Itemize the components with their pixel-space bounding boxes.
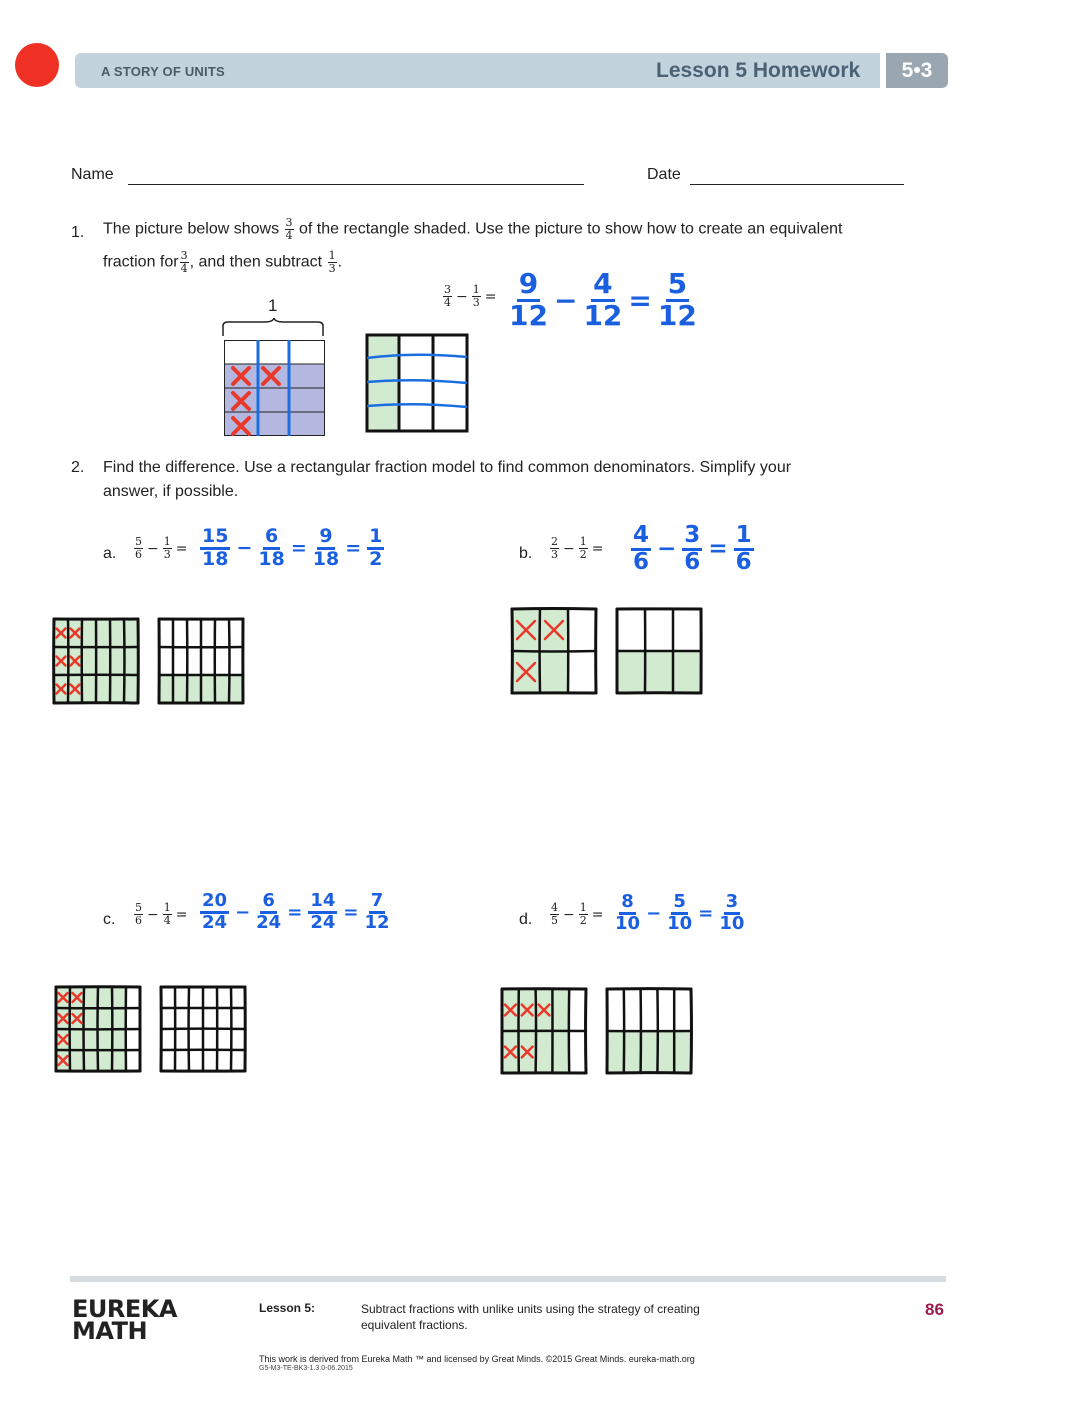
handwritten-fraction: $\frac{1}{6}$ xyxy=(735,522,752,575)
name-field[interactable] xyxy=(128,184,584,185)
part-a-model-left xyxy=(50,615,144,709)
handwritten-fraction: $\frac{9}{18}$ xyxy=(312,525,340,570)
footer-description: Subtract fractions with unlike units using the strategy of creating equivalent fractions. xyxy=(361,1302,700,1332)
part-b-label: b. xyxy=(519,545,533,562)
handwritten-operator: − xyxy=(553,283,578,317)
license-text: This work is derived from Eureka Math ™ and licensed by Great Minds. ©2015 Great Minds. eureka-math.org xyxy=(259,1354,695,1364)
part-a-handwritten-answer xyxy=(197,527,387,569)
q1-handwritten-answer xyxy=(506,267,700,332)
part-b-handwritten-answer xyxy=(628,524,757,574)
handwritten-operator: = xyxy=(698,902,714,924)
part-d-model-right xyxy=(603,985,697,1079)
part-b-model-right xyxy=(613,605,707,699)
part-d-expression: $\frac{4}{5}$ − $\frac{1}{2}$ = xyxy=(551,901,604,927)
q2-text-line1: Find the difference. Use a rectangular fraction model to find common denominators. Simplify your xyxy=(103,459,792,476)
handwritten-operator: − xyxy=(646,902,662,924)
part-c-model-left xyxy=(52,983,146,1077)
q1-number: 1. xyxy=(71,224,85,241)
part-c-handwritten-answer xyxy=(197,892,393,932)
name-label: Name xyxy=(71,166,114,183)
part-b-model-left xyxy=(508,605,602,699)
fraction-3-4: $\frac{3}{4}$ xyxy=(285,216,293,242)
footer-rule xyxy=(70,1276,946,1282)
part-c-expression: $\frac{5}{6}$ − $\frac{1}{4}$ = xyxy=(135,901,188,927)
handwritten-fraction: 15 18 xyxy=(202,525,229,570)
handwritten-operator: − xyxy=(236,537,253,559)
handwritten-fraction: $\frac{1}{2}$ xyxy=(369,525,383,570)
handwritten-fraction: $\frac{7}{12}$ xyxy=(364,890,390,933)
handwritten-fraction: 9 12 xyxy=(509,267,548,332)
part-a-label: a. xyxy=(103,545,117,562)
q1-text-line2: fraction for $\frac{3}{4}$ , and then subtract $\frac{1}{3}$ . xyxy=(103,249,343,275)
part-c-model-right xyxy=(157,983,251,1077)
handwritten-fraction: $\frac{6}{18}$ xyxy=(258,525,285,570)
lesson-title: Lesson 5 Homework xyxy=(656,59,861,82)
handwritten-fraction: $\frac{6}{24}$ xyxy=(256,890,282,933)
part-d-handwritten-answer xyxy=(612,893,747,933)
part-d-model-left xyxy=(498,985,592,1079)
part-a-expression: $\frac{5}{6}$ − $\frac{1}{3}$ = xyxy=(135,535,188,561)
date-label: Date xyxy=(647,166,681,183)
handwritten-operator: = xyxy=(345,537,362,559)
eureka-math-logo: EUREKA MATH xyxy=(72,1295,177,1345)
q1-expression: $\frac{3}{4}$ − $\frac{1}{3}$ = xyxy=(444,283,497,309)
document-code: G5-M3-TE-BK3-1.3.0-06.2015 xyxy=(259,1365,353,1372)
handwritten-operator: = xyxy=(290,537,307,559)
handwritten-operator: = xyxy=(287,901,303,923)
handwritten-operator: = xyxy=(628,283,652,317)
handwritten-fraction: $\frac{5}{10}$ xyxy=(667,891,693,934)
date-field[interactable] xyxy=(690,184,904,185)
part-b-expression: $\frac{2}{3}$ − $\frac{1}{2}$ = xyxy=(551,535,604,561)
handwritten-fraction: $\frac{4}{12}$ xyxy=(583,267,623,332)
q2-number: 2. xyxy=(71,459,85,476)
handwritten-fraction: 4 6 xyxy=(633,522,650,575)
part-d-label: d. xyxy=(519,911,533,928)
q2-text-line2: answer, if possible. xyxy=(103,483,239,500)
brace-label: 1 xyxy=(268,296,278,315)
q1-model-right xyxy=(364,332,470,434)
handwritten-operator: = xyxy=(708,536,728,562)
part-a-model-right xyxy=(155,615,249,709)
footer-lesson-label: Lesson 5: xyxy=(259,1301,316,1315)
brand-dot xyxy=(15,43,59,87)
page-number: 86 xyxy=(925,1300,944,1319)
module-badge: 5•3 xyxy=(886,53,948,88)
handwritten-fraction: $\frac{5}{12}$ xyxy=(657,267,697,332)
series-title: A STORY OF UNITS xyxy=(101,64,225,79)
brace xyxy=(220,318,330,338)
part-c-label: c. xyxy=(103,911,116,928)
handwritten-fraction: $\frac{3}{6}$ xyxy=(684,522,701,575)
q1-text-line1: The picture below shows $\frac{3}{4}$ of the rectangle shaded. Use the picture to show how to create an equivalent xyxy=(103,216,843,242)
handwritten-fraction: 8 10 xyxy=(615,891,641,934)
handwritten-operator: = xyxy=(343,901,359,923)
handwritten-fraction: $\frac{3}{10}$ xyxy=(719,891,745,934)
handwritten-fraction: $\frac{14}{24}$ xyxy=(310,890,336,933)
handwritten-operator: − xyxy=(657,536,677,562)
q1-model-left xyxy=(224,340,328,436)
handwritten-fraction: 20 24 xyxy=(202,890,228,933)
handwritten-operator: − xyxy=(235,901,251,923)
